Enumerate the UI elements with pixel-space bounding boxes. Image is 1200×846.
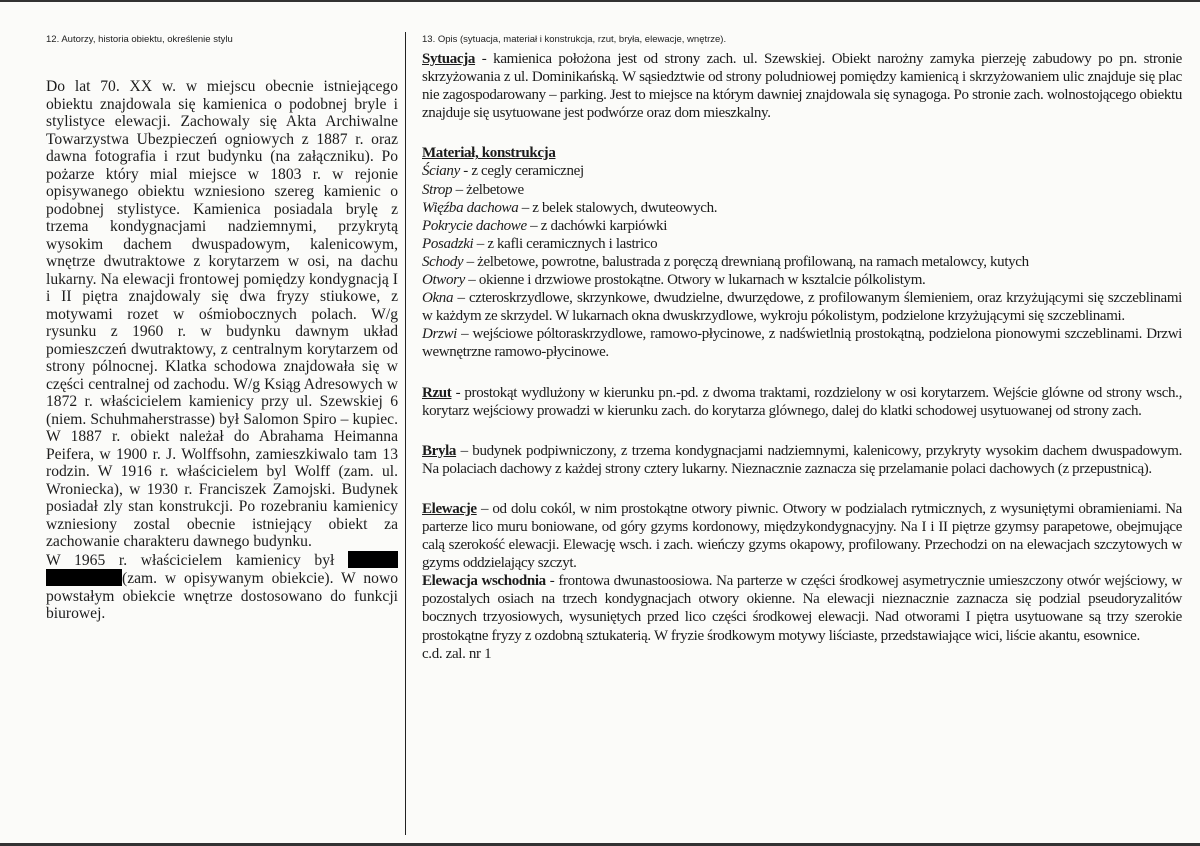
term: Posadzki: [422, 235, 474, 252]
desc: – czteroskrzydlowe, skrzynkowe, dwudzielne, dwurzędowe, z profilowanym ślemieniem, oraz krzyżującymi się szczeblinami w każdym ze skrzydel. W lukarnach okna dwuskrzydlowe, wykroju pókolistym, podzielone krzyżującymi się szczeblinami.: [422, 290, 1182, 325]
redaction-box: [46, 569, 122, 586]
desc: – z kafli ceramicznych i lastrico: [473, 235, 658, 252]
column-divider: [405, 32, 406, 835]
sytuacja-paragraph: [422, 50, 1182, 122]
rzut-label: Rzut: [422, 384, 452, 401]
elewacja-wschodnia-text: - frontowa dwunastoosiowa. Na parterze w części środkowej asymetrycznie umieszczony otwór wejściowy, w pozostalych osiach na trzech kondygnacjach otwory okienne. Na elewacji nieznacznie zaznacza się podzial pseudoryzalitów bocznych trzyosiowych, wysuniętych przed lico części środkowej elewacji. Nad otworami I piętra usytuowane są trzy szerokie prostokątne fryzy z ozdobną sztukaterią. W fryzie środkowym motywy liściaste, przedstawiające wici, liście akantu, esownice.: [422, 573, 1182, 644]
bryla-text: – budynek podpiwniczony, z trzema kondygnacjami nadziemnymi, kalenicowy, przykryty wysokim dachem dwuspadowym. Na polaciach dachowy z każdej strony cztery lukarny. Nieznacznie zaznacza się przelamanie polaci dachowych (z przepustnicą).: [422, 442, 1182, 477]
owner-text: W 1965 r. właścicielem kamienicy był: [46, 551, 348, 569]
term: Otwory: [422, 272, 465, 289]
desc: – okienne i drzwiowe prostokątne. Otwory w lukarnach w ksztalcie pólkolistym.: [464, 272, 926, 289]
elewacje-label: Elewacje: [422, 500, 477, 517]
term: Schody: [422, 253, 464, 270]
desc: – żelbetowe: [452, 181, 524, 198]
rzut-paragraph: [422, 384, 1182, 420]
term: Drzwi: [422, 326, 457, 343]
scan-top-edge: [0, 0, 1200, 2]
sytuacja-text: - kamienica położona jest od strony zach. ul. Szewskiej. Obiekt narożny zamyka pierzeję zabudowy po pn. stronie skrzyżowania z ul. Dominikańską. W sąsiedztwie od strony poludniowej pomiędzy kamienicą i skrzyżowaniem ulic znajduje się plac nie zagospodarowany – parking. Jest to miejsce na którym dawniej znajdowala się synagoga. Po stronie zach. wolnostojącego obiektu znajduje się usytuowane jest podwórze oraz dom mieszkalny.: [422, 51, 1182, 122]
elewacja-wschodnia-paragraph: [422, 572, 1182, 644]
term: Więźba dachowa: [422, 199, 519, 216]
material-item: [422, 253, 1182, 271]
history-owner-paragraph: [46, 551, 398, 623]
material-item: [422, 162, 1182, 180]
owner-text-cont: (zam. w opisywanym obiekcie). W nowo powstałym obiekcie wnętrze dostosowano do funkcji biurowej.: [46, 570, 398, 622]
material-item: [422, 325, 1182, 361]
bryla-paragraph: [422, 442, 1182, 478]
term: Pokrycie dachowe: [422, 217, 527, 234]
description-column: [422, 50, 1182, 663]
material-item: [422, 271, 1182, 289]
rzut-text: - prostokąt wydlużony w kierunku pn.-pd. z dwoma traktami, rozdzielony w osi korytarzem. Wejście glówne od strony wsch., korytarz wejściowy prowadzi w kierunku zach. do korytarza glównego, dalej do klatki schodowej usytuowanej od strony zach.: [422, 384, 1182, 419]
term: Ściany: [422, 163, 460, 180]
material-item: [422, 199, 1182, 217]
material-item: [422, 217, 1182, 235]
term: Strop: [422, 181, 453, 198]
section-13-header: 13. Opis (sytuacja, materiał i konstrukcja, rzut, bryła, elewacje, wnętrze).: [422, 34, 727, 45]
sytuacja-label: Sytuacja: [422, 51, 476, 67]
material-item: [422, 289, 1182, 325]
history-text: Do lat 70. XX w. w miejscu obecnie istniejącego obiektu znajdowala się kamienica o podobnej bryle i stylistyce elewacji. Zachowaly się Akta Archiwalne Towarzystwa Ubezpieczeń ogniowych z 1887 r. oraz dawna fotografia i rzut budynku (na załączniku). Po pożarze który mial miejsce w 1803 r. w rejonie opisywanego obiektu wzniesiono szereg kamienic o podobnej stylistyce. Kamienica posiadala brylę z trzema kondygnacjami nadziemnymi, przykrytą wysokim dachem dwuspadowym, kalenicowym, wnętrze dwutraktowe z korytarzem w osi, na dachu lukarny. Na elewacji frontowej pomiędzy kondygnacją I i II piętra znajdowaly się dwa fryzy stiukowe, z motywami rozet w ośmiobocznych polach. W/g rysunku z 1960 r. w budynku dawnym układ pomieszczeń dwutraktowy, z centralnym korytarzem od strony pólnocnej. Klatka schodowa znajdowała się w części centralnej od zachodu. W/g Ksiąg Adresowych w 1872 r. właścicielem kamienicy przy ul. Szewskiej 6 (niem. Schuhmaherstrasse) był Salomon Spiro – kupiec. W 1887 r. obiekt należał do Abrahama Heimanna Peifera, w 1900 r. J. Wolffsohn, zamieszkiwalo tam 13 rodzin. W 1916 r. właścicielem byl Wolff (zam. ul. Wroniecka), w 1930 r. Franciszek Zamojski. Budynek posiadał zly stan konstrukcji. Po rozebraniu kamienicy wzniesiony zostal obecnie istniejący obiekt za zachowanie charakteru dawnego budynku.: [46, 78, 398, 550]
desc: – z belek stalowych, dwuteowych.: [518, 199, 718, 216]
history-column: [46, 78, 398, 623]
redaction-box: [348, 551, 398, 568]
desc: – wejściowe póltoraskrzydlowe, ramowo-płycinowe, z nadświetlnią prostokątną, podzielona pionowymi szczeblinami. Drzwi wewnętrzne ramowo-płycinowe.: [422, 326, 1182, 361]
bryla-label: Bryla: [422, 442, 457, 459]
material-item: [422, 235, 1182, 253]
desc: – z dachówki karpiówki: [526, 217, 668, 234]
elewacje-text: – od dolu cokól, w nim prostokątne otwory piwnic. Otwory w podzialach rytmicznych, z wysuniętymi obramieniami. Na parterze lico muru boniowane, od góry gzyms kordonowy, międzykondygnacyjny. Na I i II piętrze gzymsy parapetowe, obejmujące calą szerokość elewacji. Elewację wsch. i zach. wieńczy gzyms okapowy, profilowany. Przechodzi on na elewacjach szczytowych w gzyms oddzielający szczyt.: [422, 500, 1182, 572]
material-heading: Materiał, konstrukcja: [422, 145, 556, 162]
desc: – żelbetowe, powrotne, balustrada z poręczą drewnianą profilowaną, na ramach metalowcy, kutych: [463, 253, 1029, 270]
term: Okna: [422, 290, 454, 307]
section-12-header: 12. Autorzy, historia obiektu, określenie stylu: [46, 34, 233, 45]
desc: - z cegly ceramicznej: [459, 163, 584, 180]
continuation-note: c.d. zal. nr 1: [422, 645, 492, 662]
material-item: [422, 181, 1182, 199]
elewacja-wschodnia-label: Elewacja wschodnia: [422, 573, 546, 590]
elewacje-paragraph: [422, 500, 1182, 572]
